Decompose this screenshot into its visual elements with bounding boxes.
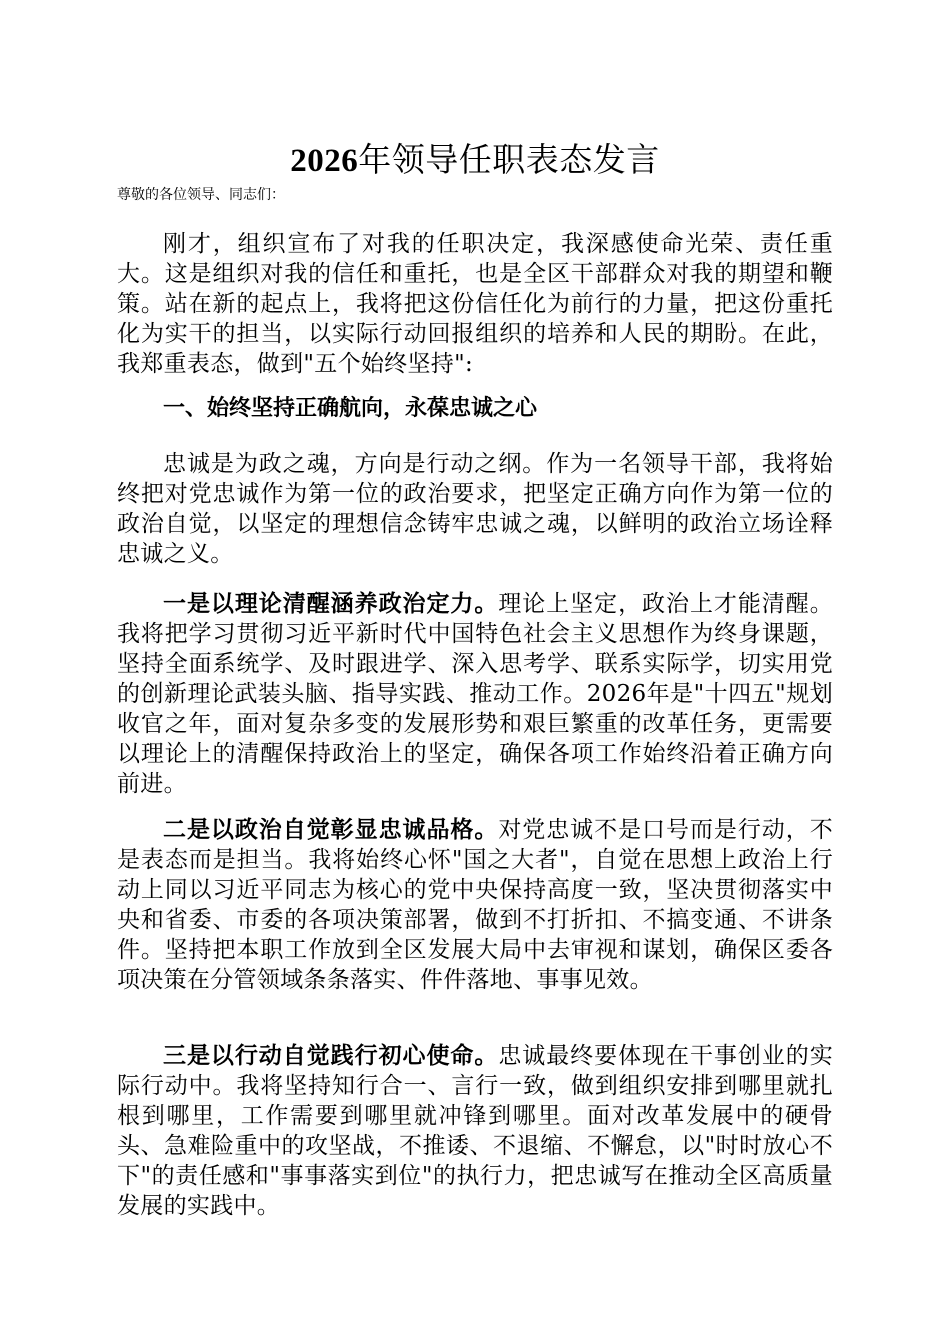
point-3-text: 忠诚最终要体现在干事创业的实际行动中。我将坚持知行合一、言行一致，做到组织安排到哪里就扎根到哪里，工作需要到哪里就冲锋到哪里。面对改革发展中的硬骨头、急难险重中的攻坚战，不推诿、不退缩、不懈怠，以"时时放心不下"的责任感和"事事落实到位"的执行力，把忠诚写在推动全区高质量发展的实践中。 (117, 1043, 833, 1219)
point-2-lead: 二是以政治自觉彰显忠诚品格。 (163, 817, 499, 843)
title-text: 年领导任职表态发言 (358, 140, 660, 180)
point-3-paragraph (117, 1041, 833, 1221)
point-2-text: 对党忠诚不是口号而是行动，不是表态而是担当。我将始终心怀"国之大者"，自觉在思想上政治上行动上同以习近平同志为核心的党中央保持高度一致，坚决贯彻落实中央和省委、市委的各项决策部署，做到不打折扣、不搞变通、不讲条件。坚持把本职工作放到全区发展大局中去审视和谋划，确保区委各项决策在分管领域条条落实、件件落地、事事见效。 (117, 817, 833, 993)
intro-paragraph: 刚才，组织宣布了对我的任职决定，我深感使命光荣、责任重大。这是组织对我的信任和重托，也是全区干部群众对我的期望和鞭策。站在新的起点上，我将把这份信任化为前行的力量，把这份重托化为实干的担当，以实际行动回报组织的培养和人民的期盼。在此，我郑重表态，做到"五个始终坚持": (117, 231, 833, 377)
section-1-paragraph: 忠诚是为政之魂，方向是行动之纲。作为一名领导干部，我将始终把对党忠诚作为第一位的政治要求，把坚定正确方向作为第一位的政治自觉，以坚定的理想信念铸牢忠诚之魂，以鲜明的政治立场诠释忠诚之义。 (117, 451, 833, 567)
point-1-lead: 一是以理论清醒涵养政治定力。 (163, 591, 499, 617)
salutation: 尊敬的各位领导、同志们： (117, 187, 285, 203)
point-3-lead: 三是以行动自觉践行初心使命。 (163, 1043, 499, 1069)
point-1-paragraph (117, 589, 833, 799)
point-1-text: 理论上坚定，政治上才能清醒。我将把学习贯彻习近平新时代中国特色社会主义思想作为终身课题，坚持全面系统学、及时跟进学、深入思考学、联系实际学，切实用党的创新理论武装头脑、指导实践、推动工作。2026年是"十四五"规划收官之年，面对复杂多变的发展形势和艰巨繁重的改革任务，更需要以理论上的清醒保持政治上的坚定，确保各项工作始终沿着正确方向前进。 (117, 591, 833, 797)
title-year: 2026 (290, 143, 359, 180)
section-heading-1: 一、始终坚持正确航向，永葆忠诚之心 (163, 396, 538, 421)
point-2-paragraph (117, 815, 833, 995)
document-title (0, 138, 950, 183)
